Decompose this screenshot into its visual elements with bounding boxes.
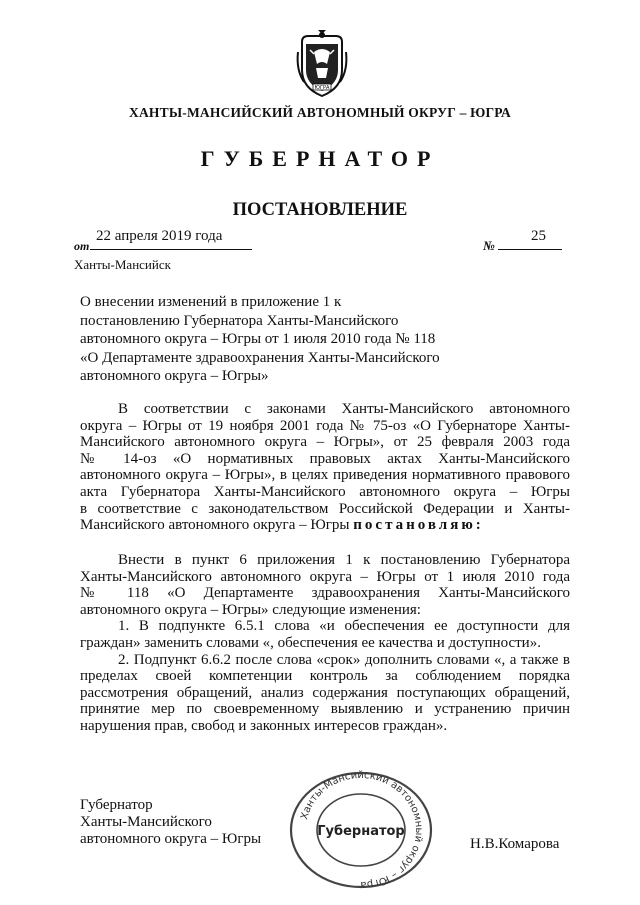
subject-line: постановлению Губернатора Ханты-Мансийского — [80, 312, 399, 329]
document-subject — [80, 293, 500, 386]
document-date: 22 апреля 2019 года — [96, 228, 223, 244]
document-number: 25 — [531, 228, 546, 244]
number-prefix: № — [483, 238, 495, 253]
body-line: нарушения прав, свобод и законных интересов граждан». — [80, 717, 448, 734]
body-paragraph — [80, 552, 570, 735]
subject-line: автономного округа – Югры от 1 июля 2010 года № 118 — [80, 331, 436, 347]
number-underline — [498, 249, 562, 250]
stamp-ring-text: Ханты-Мансийский автономный округ – Югра — [299, 770, 425, 890]
subject-line: «О Департаменте здравоохранения Ханты-Мансийского — [80, 349, 440, 366]
body-line: Ханты-Мансийского автономного округа – Югры от 1 июля 2010 года — [80, 568, 570, 585]
preamble-line: В соответствии с законами Ханты-Мансийского автономного — [118, 401, 570, 417]
resolve-word: постановляю: — [353, 517, 484, 534]
document-author: ГУБЕРНАТОР — [200, 146, 440, 171]
preamble-line: округа – Югры от 19 ноября 2001 года № 75-оз «О Губернаторе Ханты- — [80, 417, 570, 434]
subject-line: О внесении изменений в приложение 1 к — [80, 294, 342, 310]
body-line: пределах своей компетенции контроль за соблюдением порядка — [80, 668, 570, 685]
body-line: рассмотрения обращений, анализ содержания поступающих обращений, — [80, 684, 570, 701]
subject-line: автономного округа – Югры» — [80, 368, 269, 384]
preamble-line: № 14-оз «О нормативных правовых актах Ханты-Мансийского — [80, 450, 570, 467]
position-line: автономного округа – Югры — [80, 831, 262, 847]
official-stamp — [286, 770, 436, 890]
issue-city: Ханты-Мансийск — [74, 257, 171, 272]
coat-of-arms-emblem — [294, 30, 350, 100]
svg-text:ЮГРА: ЮГРА — [314, 85, 330, 91]
date-prefix: от — [74, 239, 90, 253]
preamble-paragraph — [80, 401, 570, 534]
preamble-line: акта Губернатора Ханты-Мансийского автономного округа – Югры — [80, 483, 570, 500]
document-type: ПОСТАНОВЛЕНИЕ — [232, 200, 408, 220]
body-line: автономного округа – Югры» следующие изменения: — [80, 601, 421, 618]
body-line: 1. В подпункте 6.5.1 слова «и обеспечения ее доступности для — [118, 618, 570, 635]
preamble-line: автономного округа – Югры», в целях приведения нормативного правового — [80, 467, 570, 484]
stamp-center-text: Губернатор — [317, 824, 405, 839]
body-line: Внести в пункт 6 приложения 1 к постановлению Губернатора — [118, 552, 570, 568]
region-name: ХАНТЫ-МАНСИЙСКИЙ АВТОНОМНЫЙ ОКРУГ – ЮГРА — [129, 105, 511, 120]
signatory-position — [80, 797, 261, 848]
body-line: № 118 «О Департаменте здравоохранения Ханты-Мансийского — [80, 585, 570, 602]
body-line: 2. Подпункт 6.6.2 после слова «срок» дополнить словами «, а также в — [118, 651, 570, 668]
signatory-name: Н.В.Комарова — [470, 836, 560, 852]
preamble-line: в соответствие с законодательством Российской Федерации и Ханты- — [80, 500, 570, 517]
position-line: Губернатор — [80, 797, 153, 813]
preamble-line — [80, 517, 570, 534]
position-line: Ханты-Мансийского — [80, 814, 212, 830]
preamble-line-text: Мансийского автономного округа – Югры — [80, 517, 350, 534]
body-line: принятие мер по своевременному выявлению и устранению причин — [80, 701, 570, 718]
body-line: граждан» заменить словами «, обеспечения ее качества и доступности». — [80, 634, 541, 651]
date-underline — [90, 249, 252, 250]
preamble-line: Мансийского автономного округа – Югры», от 25 февраля 2003 года — [80, 434, 570, 451]
